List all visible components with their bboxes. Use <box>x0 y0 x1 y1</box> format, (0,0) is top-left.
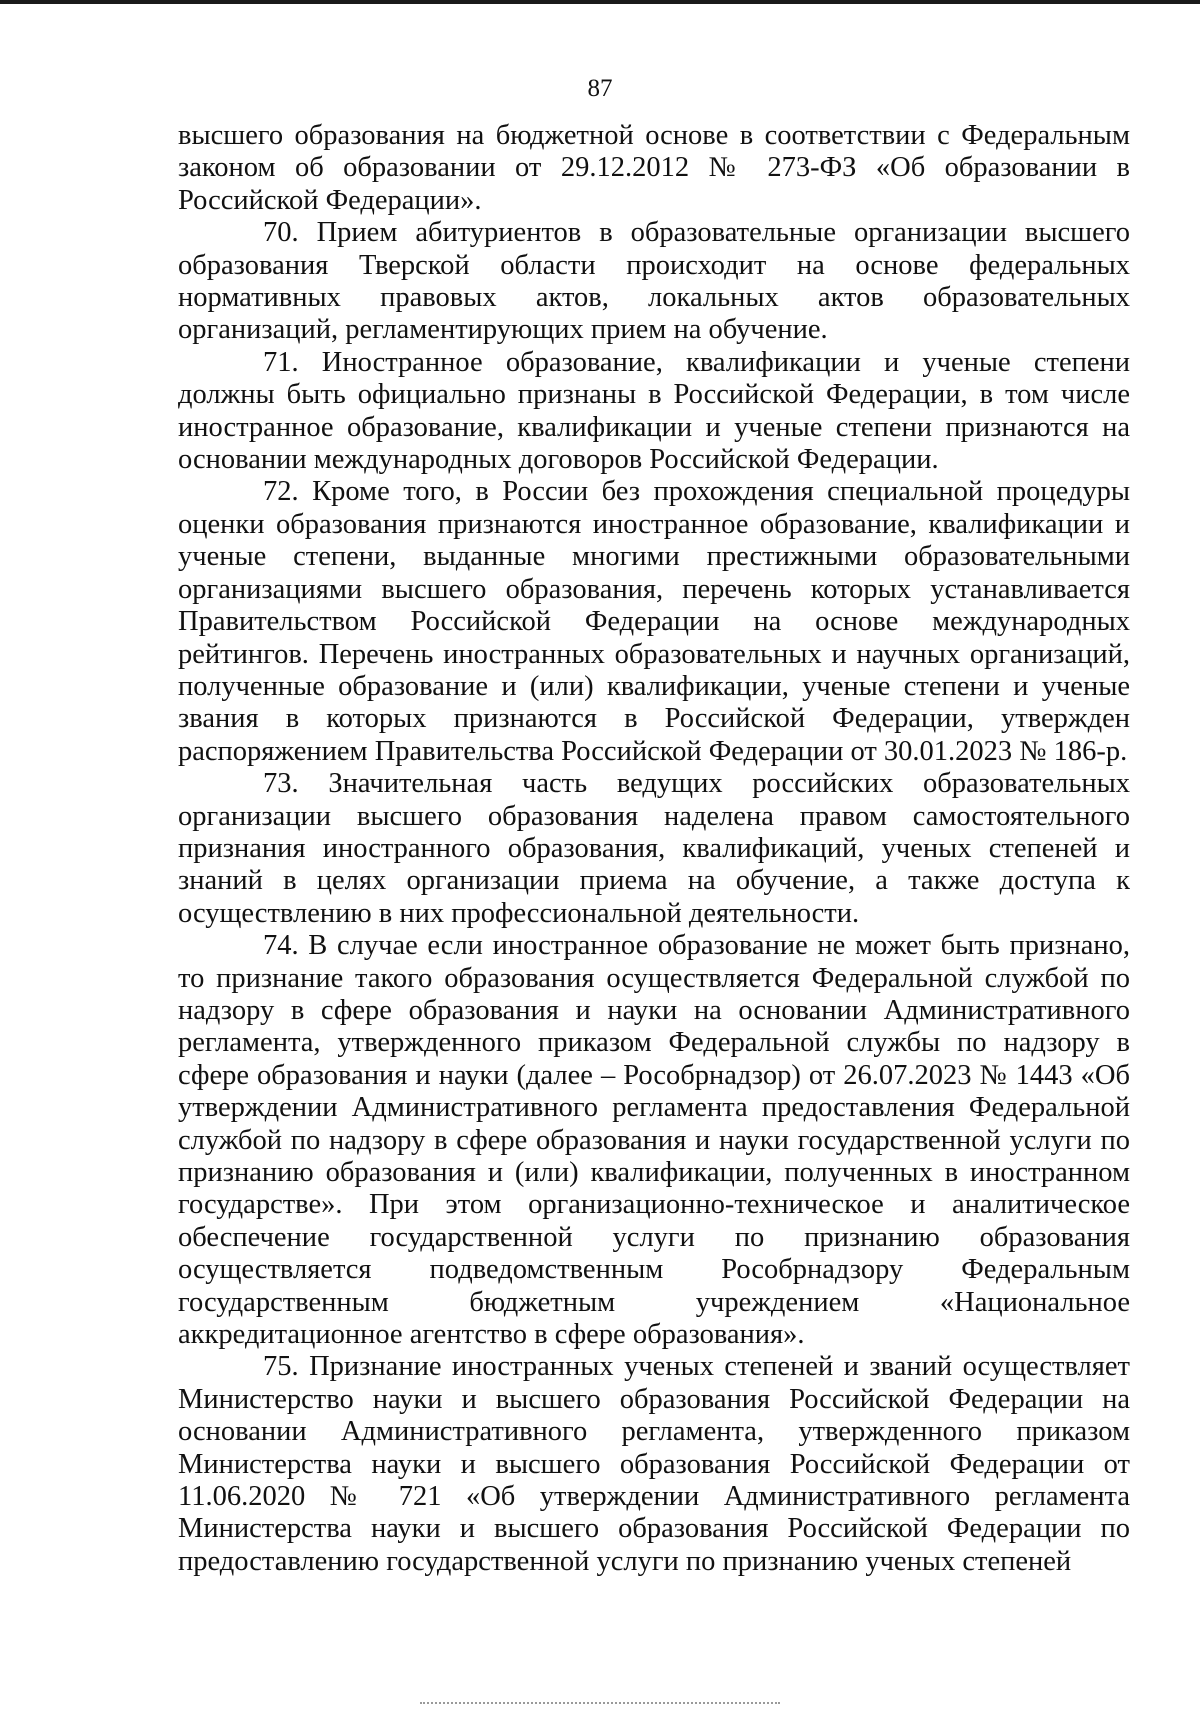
document-body <box>178 120 1130 1578</box>
page-number: 87 <box>587 75 613 102</box>
scan-top-edge <box>0 0 1200 4</box>
paragraph-74: 74. В случае если иностранное образование не может быть признано, то признание такого образования осуществляется Федеральной службой по надзору в сфере образования и науки на основании Административного регламента, утвержденного приказом Федеральной службы по надзору в сфере образования и науки (далее – Рособрнадзор) от 26.07.2023 № 1443 «Об утверждении Административного регламента предоставления Федеральной службой по надзору в сфере образования и науки государственной услуги по признанию образования и (или) квалификации, полученных в иностранном государстве». При этом организационно-техническое и аналитическое обеспечение государственной услуги по признанию образования осуществляется подведомственным Рособрнадзору Федеральным государственным бюджетным учреждением «Национальное аккредитационное агентство в сфере образования». <box>178 930 1130 1351</box>
paragraph-continuation: высшего образования на бюджетной основе в соответствии с Федеральным законом об образовании от 29.12.2012 № 273-ФЗ «Об образовании в Российской Федерации». <box>178 120 1130 216</box>
paragraph-71: 71. Иностранное образование, квалификации и ученые степени должны быть официально признаны в Российской Федерации, в том числе иностранное образование, квалификации и ученые степени признаются на основании международных договоров Российской Федерации. <box>178 346 1130 476</box>
scan-bottom-artifact <box>420 1702 780 1706</box>
paragraph-75: 75. Признание иностранных ученых степеней и званий осуществляет Министерство науки и высшего образования Российской Федерации на основании Административного регламента, утвержденного приказом Министерства науки и высшего образования Российской Федерации от 11.06.2020 № 721 «Об утверждении Административного регламента Министерства науки и высшего образования Российской Федерации по предоставлению государственной услуги по признанию ученых степеней <box>178 1351 1130 1577</box>
paragraph-73: 73. Значительная часть ведущих российских образовательных организации высшего образования наделена правом самостоятельного признания иностранного образования, квалификаций, ученых степеней и знаний в целях организации приема на обучение, а также доступа к осуществлению в них профессиональной деятельности. <box>178 768 1130 929</box>
paragraph-72: 72. Кроме того, в России без прохождения специальной процедуры оценки образования признаются иностранное образование, квалификации и ученые степени, выданные многими престижными образовательными организациями высшего образования, перечень которых устанавливается Правительством Российской Федерации на основе международных рейтингов. Перечень иностранных образовательных и научных организаций, полученные образование и (или) квалификации, ученые степени и ученые звания в которых признаются в Российской Федерации, утвержден распоряжением Правительства Российской Федерации от 30.01.2023 № 186-р. <box>178 476 1130 767</box>
paragraph-70: 70. Прием абитуриентов в образовательные организации высшего образования Тверской области происходит на основе федеральных нормативных правовых актов, локальных актов образовательных организаций, регламентирующих прием на обучение. <box>178 217 1130 346</box>
